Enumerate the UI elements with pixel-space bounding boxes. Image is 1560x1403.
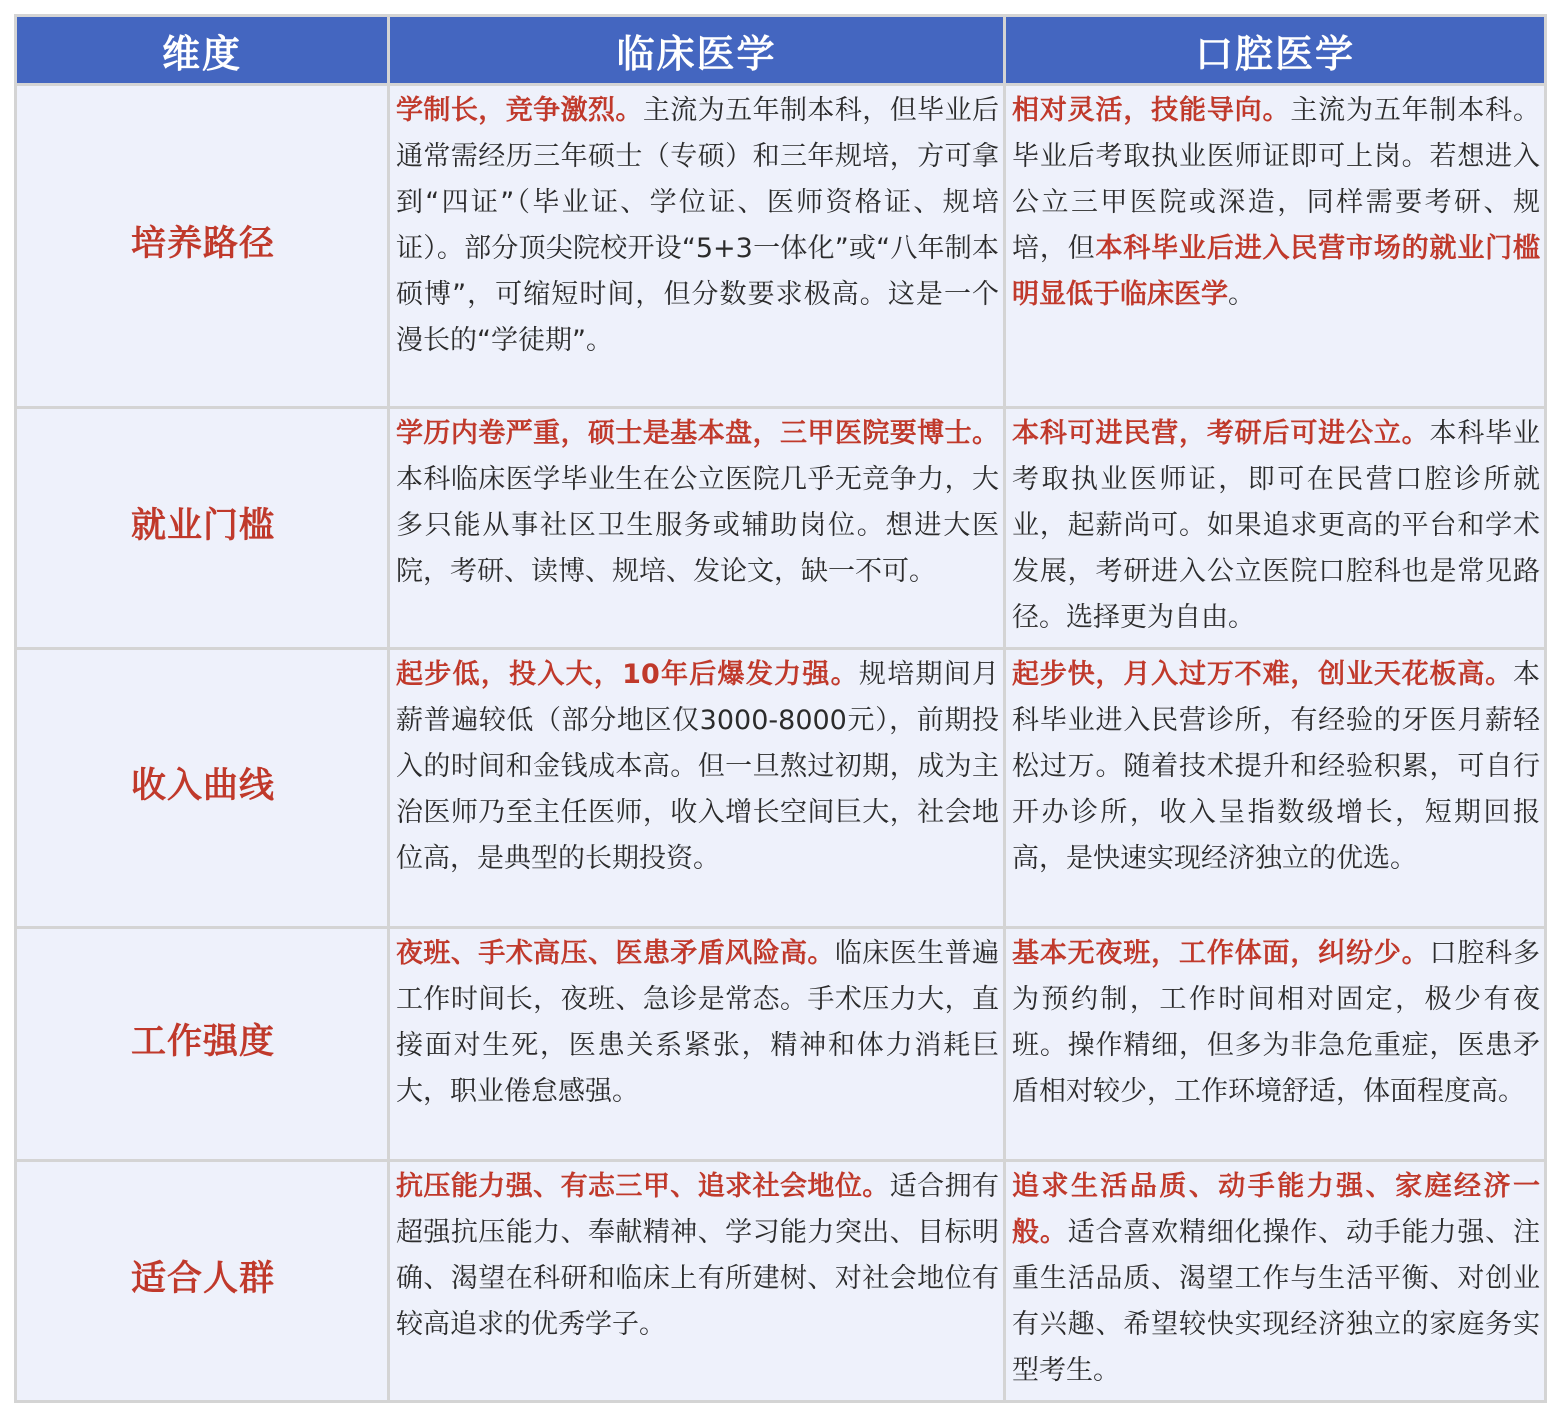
dental-highlight: 追求生活品质、动手能力强、家庭经济一般。 bbox=[1012, 1171, 1540, 1248]
table-row-suitable-people bbox=[16, 1161, 1546, 1402]
comparison-table-wrapper bbox=[14, 14, 1544, 1403]
clinical-highlight: 抗压能力强、有志三甲、追求社会地位。 bbox=[396, 1171, 890, 1202]
dimension-cell: 培养路径 bbox=[16, 85, 389, 408]
dental-cell bbox=[1005, 85, 1546, 408]
dental-highlight: 相对灵活，技能导向。 bbox=[1012, 95, 1291, 126]
dental-highlight: 基本无夜班，工作体面，纠纷少。 bbox=[1012, 938, 1430, 969]
table-row-work-intensity bbox=[16, 928, 1546, 1161]
header-dental-medicine: 口腔医学 bbox=[1005, 16, 1546, 85]
table-row-income-curve bbox=[16, 649, 1546, 928]
dental-cell bbox=[1005, 408, 1546, 649]
dental-text: 口腔科多为预约制，工作时间相对固定，极少有夜班。操作精细，但多为非急危重症，医患矛盾相对较少，工作环境舒适，体面程度高。 bbox=[1012, 938, 1540, 1107]
dental-highlight-secondary: 本科毕业后进入民营市场的就业门槛明显低于临床医学 bbox=[1012, 233, 1540, 310]
comparison-table bbox=[14, 14, 1547, 1403]
dental-text: 主流为五年制本科。毕业后考取执业医师证即可上岗。若想进入公立三甲医院或深造，同样需要考研、规培，但 bbox=[1012, 95, 1541, 264]
dental-text: 本科毕业考取执业医师证，即可在民营口腔诊所就业，起薪尚可。如果追求更高的平台和学术发展，考研进入公立医院口腔科也是常见路径。选择更为自由。 bbox=[1012, 418, 1540, 633]
clinical-text: 临床医生普遍工作时间长，夜班、急诊是常态。手术压力大，直接面对生死，医患关系紧张，精神和体力消耗巨大，职业倦怠感强。 bbox=[396, 938, 1000, 1107]
dimension-cell: 收入曲线 bbox=[16, 649, 389, 928]
dental-text-end: 。 bbox=[1228, 279, 1255, 310]
dimension-cell: 就业门槛 bbox=[16, 408, 389, 649]
clinical-text: 适合拥有超强抗压能力、奉献精神、学习能力突出、目标明确、渴望在科研和临床上有所建树、对社会地位有较高追求的优秀学子。 bbox=[396, 1171, 1000, 1340]
clinical-text: 规培期间月薪普遍较低（部分地区仅3000-8000元），前期投入的时间和金钱成本高。但一旦熬过初期，成为主治医师乃至主任医师，收入增长空间巨大，社会地位高，是典型的长期投资。 bbox=[396, 659, 1000, 874]
clinical-cell bbox=[389, 85, 1005, 408]
clinical-cell bbox=[389, 1161, 1005, 1402]
dental-cell bbox=[1005, 928, 1546, 1161]
header-clinical-medicine: 临床医学 bbox=[389, 16, 1005, 85]
dental-highlight: 本科可进民营，考研后可进公立。 bbox=[1012, 418, 1430, 449]
table-row-employment-threshold bbox=[16, 408, 1546, 649]
clinical-cell bbox=[389, 408, 1005, 649]
dimension-cell: 工作强度 bbox=[16, 928, 389, 1161]
dental-text: 适合喜欢精细化操作、动手能力强、注重生活品质、渴望工作与生活平衡、对创业有兴趣、希望较快实现经济独立的家庭务实型考生。 bbox=[1012, 1217, 1541, 1386]
header-dimension: 维度 bbox=[16, 16, 389, 85]
table-row-training-path bbox=[16, 85, 1546, 408]
clinical-highlight: 学历内卷严重，硕士是基本盘，三甲医院要博士。 bbox=[396, 418, 999, 449]
dimension-cell: 适合人群 bbox=[16, 1161, 389, 1402]
clinical-cell bbox=[389, 928, 1005, 1161]
dental-highlight: 起步快，月入过万不难，创业天花板高。 bbox=[1012, 659, 1513, 690]
dental-cell bbox=[1005, 1161, 1546, 1402]
clinical-cell bbox=[389, 649, 1005, 928]
dental-text: 本科毕业进入民营诊所，有经验的牙医月薪轻松过万。随着技术提升和经验积累，可自行开办诊所，收入呈指数级增长，短期回报高，是快速实现经济独立的优选。 bbox=[1012, 659, 1540, 874]
table-header-row bbox=[16, 16, 1546, 85]
clinical-highlight: 学制长，竞争激烈。 bbox=[396, 95, 643, 126]
clinical-highlight: 夜班、手术高压、医患矛盾风险高。 bbox=[396, 938, 835, 969]
dental-cell bbox=[1005, 649, 1546, 928]
clinical-text: 本科临床医学毕业生在公立医院几乎无竞争力，大多只能从事社区卫生服务或辅助岗位。想进大医院，考研、读博、规培、发论文，缺一不可。 bbox=[396, 464, 999, 587]
clinical-text: 主流为五年制本科，但毕业后通常需经历三年硕士（专硕）和三年规培，方可拿到“四证”（毕业证、学位证、医师资格证、规培证）。部分顶尖院校开设“5+3一体化”或“八年制本硕博”，可缩短时间，但分数要求极高。这是一个漫长的“学徒期”。 bbox=[396, 95, 1000, 356]
clinical-highlight: 起步低，投入大，10年后爆发力强。 bbox=[396, 659, 859, 690]
